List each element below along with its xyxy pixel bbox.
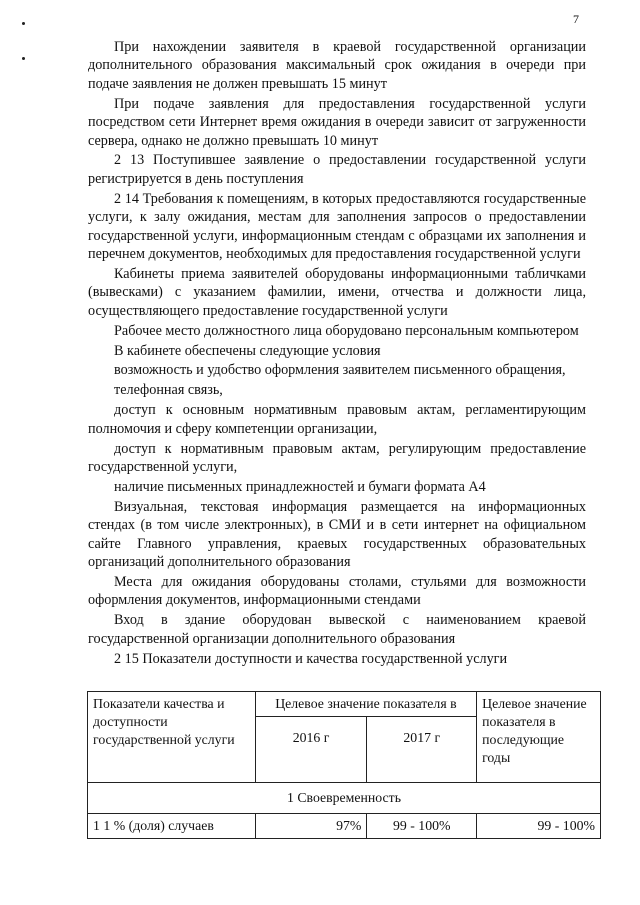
- scan-mark: [22, 57, 25, 60]
- paragraph: 2 15 Показатели доступности и качества государственной услуги: [114, 650, 508, 667]
- value-2016: 97%: [255, 814, 367, 839]
- value-next-years: 99 - 100%: [477, 814, 601, 839]
- paragraph: доступ к основным нормативным правовым актам, регламентирующим полномочия и сферу компетенции организации,: [88, 402, 586, 437]
- paragraph: Места для ожидания оборудованы столами, стульями для возможности оформления документов, информационными стендами: [88, 573, 586, 609]
- paragraph: Кабинеты приема заявителей оборудованы информационными табличками (вывесками) с указанием фамилии, имени, отчества и должности лица, осуществляющего предоставление государственной услуги: [88, 265, 586, 319]
- header-year-2017: 2017 г: [367, 717, 477, 783]
- section-row: 1 Своевременность: [88, 783, 601, 814]
- header-target: Целевое значение показателя в: [255, 692, 476, 717]
- paragraph: 2 13 Поступившее заявление о предоставлении государственной услуги регистрируется в день поступления: [88, 152, 586, 187]
- paragraph: Рабочее место должностного лица оборудовано персональным компьютером: [114, 322, 579, 339]
- paragraph: Визуальная, текстовая информация размещается на информационных стендах (в том числе электронных), в СМИ и в сети интернет на официальном сайте Главного управления, краевых государственных образовательных организаций дополнительного образования: [88, 498, 586, 570]
- header-year-2016: 2016 г: [255, 717, 367, 783]
- body-text: [88, 38, 586, 669]
- scan-mark: [22, 22, 25, 25]
- paragraph: В кабинете обеспечены следующие условия: [114, 342, 381, 359]
- header-next-years: Целевое значение показателя в последующие годы: [477, 692, 601, 783]
- paragraph: наличие письменных принадлежностей и бумаги формата А4: [114, 478, 486, 495]
- indicators-table: [87, 691, 601, 839]
- paragraph: телефонная связь,: [114, 382, 223, 399]
- paragraph: возможность и удобство оформления заявителем письменного обращения,: [114, 362, 566, 379]
- table-row: [88, 814, 601, 839]
- paragraph: 2 14 Требования к помещениям, в которых предоставляются государственные услуги, к залу ожидания, местам для заполнения запросов о предоставлении государственной услуги, информационным стендам с образцами их заполнения и перечнем документов, необходимых для предоставления государственной услуги: [88, 190, 586, 262]
- paragraph: Вход в здание оборудован вывеской с наименованием краевой государственной организации дополнительного образования: [88, 612, 586, 647]
- page-number: 7: [573, 12, 579, 26]
- paragraph: При подаче заявления для предоставления государственной услуги посредством сети Интернет время ожидания в очереди зависит от загруженности сервера, однако не должно превышать 10 минут: [88, 95, 586, 149]
- header-indicator: Показатели качества и доступности государственной услуги: [88, 692, 256, 783]
- paragraph: При нахождении заявителя в краевой государственной организации дополнительного образования максимальный срок ожидания в очереди при подаче заявления не должен превышать 15 минут: [88, 39, 586, 92]
- paragraph: доступ к нормативным правовым актам, регулирующим предоставление государственной услуги,: [88, 440, 586, 475]
- value-2017: 99 - 100%: [367, 814, 477, 839]
- row-label: 1 1 % (доля) случаев: [88, 814, 256, 839]
